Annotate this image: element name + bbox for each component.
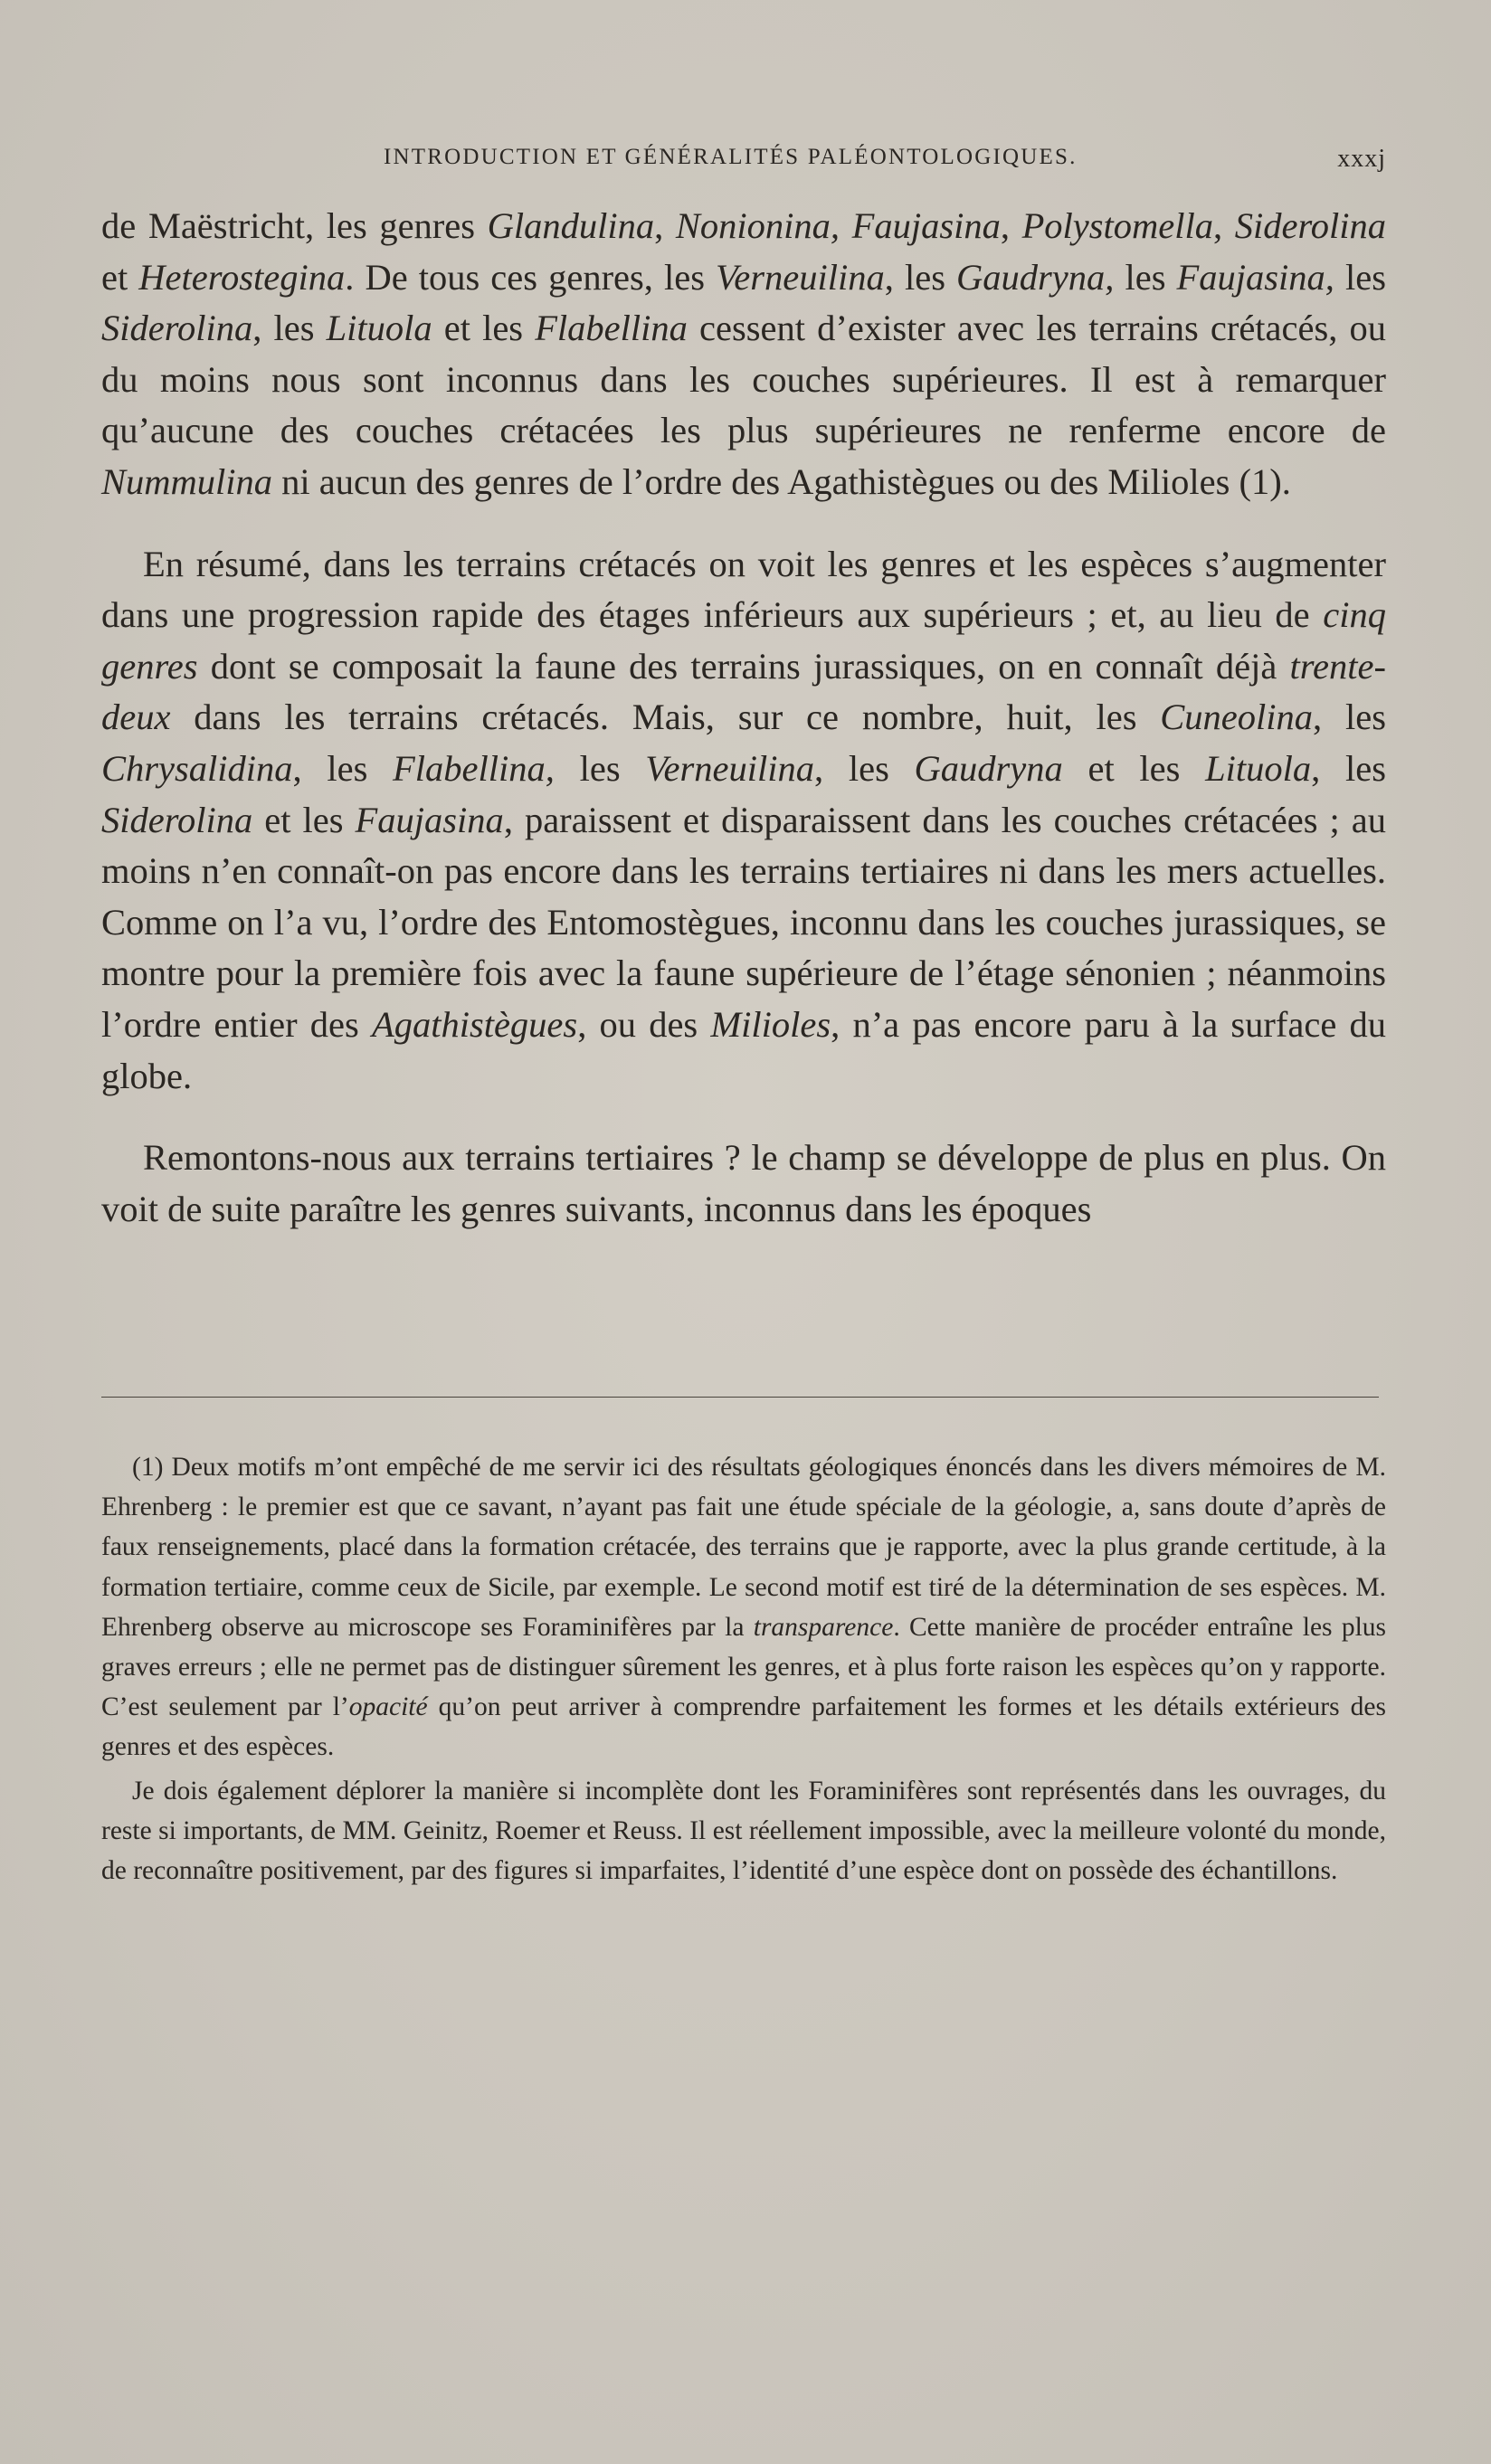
- italic-term: Lituola: [326, 308, 432, 349]
- footnote-separator-rule: [101, 1397, 1379, 1398]
- running-title: INTRODUCTION ET GÉNÉRALITÉS PALÉONTOLOGIQUES.: [384, 145, 1078, 169]
- text-run: ni aucun des genres de l’ordre des Agathistègues ou des Milioles (1).: [272, 460, 1291, 502]
- italic-term: Polystomella: [1021, 205, 1214, 246]
- italic-term: Cuneolina: [1160, 697, 1314, 738]
- text-run: et les: [252, 799, 356, 840]
- italic-term: Heterostegina: [138, 256, 346, 298]
- text-run: les: [1114, 256, 1177, 298]
- text-run: cessent d’exister avec les terrains crétacés, ou du moins nous sont inconnus dans les couches supérieures. Il est à remarquer qu’aucune des couches crétacées les plus supérieures ne renferme encore de: [101, 308, 1386, 451]
- text-run: , les: [1313, 697, 1386, 738]
- text-run: . De tous ces genres, les: [345, 256, 717, 298]
- text-run: dont se composait la faune des terrains jurassiques, on en connaît déjà: [197, 645, 1290, 687]
- italic-term: Siderolina: [1234, 205, 1386, 246]
- running-head: [101, 145, 1386, 185]
- text-run: et: [101, 256, 139, 298]
- italic-term: Milioles: [710, 1003, 831, 1045]
- italic-term: Faujasina,: [1176, 256, 1334, 298]
- text-run: , les: [252, 308, 327, 349]
- text-run: , les: [884, 256, 957, 298]
- footnotes: [101, 1447, 1386, 1891]
- italic-term: Siderolina: [101, 308, 253, 349]
- text-run: , les: [814, 747, 915, 789]
- text-run: ,: [1213, 205, 1235, 246]
- italic-term: Gaudryna: [914, 747, 1063, 789]
- italic-term: Nonionina, Faujasina: [675, 205, 1001, 246]
- text-run: qu’on peut arriver à comprendre parfaitement les formes et les détails extérieurs des genres et des espèces.: [101, 1692, 1386, 1762]
- text-run: de Maëstricht, les genres: [101, 205, 488, 246]
- text-run: En résumé, dans les terrains crétacés on voit les genres et les espèces s’augmenter dans une progression rapide des étages inférieurs aux supérieurs ; et, au lieu de: [101, 543, 1386, 636]
- text-run: , n’a pas encore paru à la surface du globe.: [101, 1003, 1386, 1096]
- italic-term: opacité: [348, 1692, 428, 1722]
- text-run: , ou des: [577, 1003, 711, 1045]
- text-run: Remontons-nous aux terrains tertiaires ? le champ se développe de plus en plus. On voit de suite paraître les genres suivants, inconnus dans les époques: [101, 1137, 1386, 1229]
- italic-term: transparence: [753, 1612, 894, 1642]
- text-run: et les: [1062, 747, 1206, 789]
- italic-term: cinq genres: [101, 594, 1386, 687]
- footnote: [101, 1771, 1386, 1891]
- text-run: , les: [292, 747, 394, 789]
- text-run: Je dois également déplorer la manière si incomplète dont les Foraminifères sont représentés dans les ouvrages, du reste si importants, de MM. Geinitz, Roemer et Reuss. Il est réellement impossible, avec la meilleure volonté du monde, de reconnaître positivement, par des figures si imparfaites, l’identité d’une espèce dont on possède des échantillons.: [101, 1776, 1386, 1886]
- paragraph: [101, 201, 1386, 508]
- italic-term: Lituola: [1205, 747, 1312, 789]
- text-run: les: [554, 747, 646, 789]
- italic-term: Verneuilina: [716, 256, 885, 298]
- main-text: [101, 201, 1386, 1235]
- italic-term: Nummulina: [101, 460, 273, 502]
- text-run: les: [1334, 256, 1386, 298]
- paragraph: [101, 539, 1386, 1103]
- italic-term: Gaudryna,: [956, 256, 1115, 298]
- text-run: ,: [654, 205, 676, 246]
- text-run: , les: [1311, 747, 1386, 789]
- page-number: xxxj: [1337, 145, 1386, 173]
- italic-term: Siderolina: [101, 799, 253, 840]
- text-run: , paraissent et disparaissent dans les couches crétacées ; au moins n’en connaît-on pas encore dans les terrains tertiaires ni dans les mers actuelles. Comme on l’a vu, l’ordre des Entomostègues, inconnu dans les couches jurassiques, se montre pour la première fois avec la faune supérieure de l’étage sénonien ; néanmoins l’ordre entier des: [101, 799, 1387, 1045]
- text-run: ,: [1000, 205, 1022, 246]
- italic-term: Chrysalidina: [101, 747, 293, 789]
- italic-term: trente-deux: [101, 645, 1386, 738]
- text-run: . Cette manière de procéder entraîne les plus graves erreurs ; elle ne permet pas de distinguer sûrement les genres, et à plus forte raison les espèces qu’on y rapporte. C’est seulement par l’: [101, 1612, 1386, 1722]
- text-run: dans les terrains crétacés. Mais, sur ce nombre, huit, les: [170, 697, 1161, 738]
- italic-term: Flabellina,: [393, 747, 555, 789]
- italic-term: Verneuilina: [645, 747, 815, 789]
- footnote: [101, 1447, 1386, 1767]
- paragraph: [101, 1132, 1386, 1235]
- italic-term: Faujasina: [355, 799, 504, 840]
- text-run: (1) Deux motifs m’ont empêché de me servir ici des résultats géologiques énoncés dans les divers mémoires de M. Ehrenberg : le premier est que ce savant, n’ayant pas fait une étude spéciale de la géologie, a, sans doute d’après de faux renseignements, placé dans la formation crétacée, des terrains que je rapporte, avec la plus grande certitude, à la formation tertiaire, comme ceux de Sicile, par exemple. Le second motif est tiré de la détermination de ses espèces. M. Ehrenberg observe au microscope ses Foraminifères par la: [101, 1453, 1386, 1642]
- text-run: et les: [432, 308, 536, 349]
- italic-term: Flabellina: [535, 308, 688, 349]
- italic-term: Agathistègues: [371, 1003, 578, 1045]
- italic-term: Glandulina: [487, 205, 655, 246]
